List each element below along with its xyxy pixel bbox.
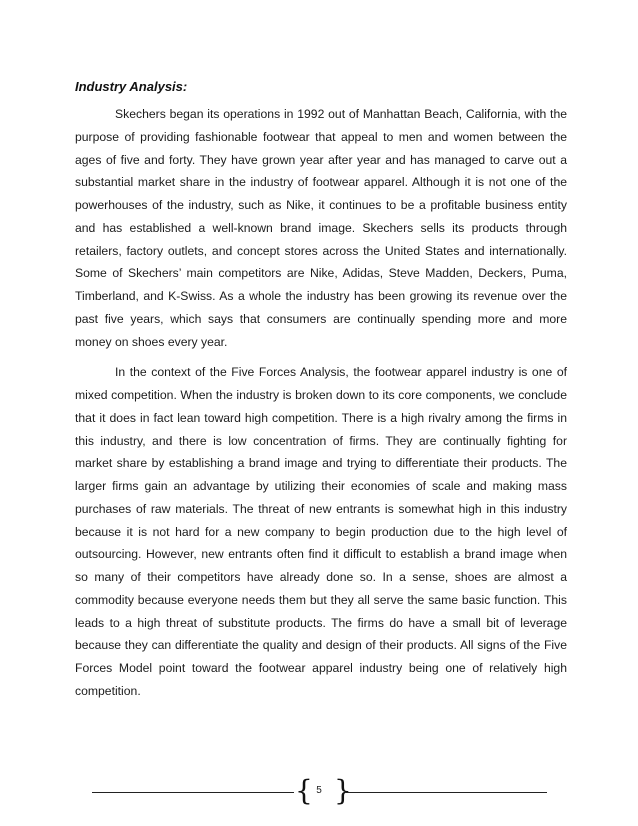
page-number: 5 <box>316 785 322 796</box>
page-footer <box>92 774 547 808</box>
paragraph-five-forces: In the context of the Five Forces Analysis, the footwear apparel industry is one of mixed competition. When the industry is broken down to its core components, we conclude that it does in fact lean toward high competition. There is a high rivalry among the firms in this industry, and there is low concentration of firms. They are continually fighting for market share by establishing a brand image and trying to differentiate their products. The larger firms gain an advantage by utilizing their economies of scale and making mass purchases of raw materials. The threat of new entrants is somewhat high in this industry because it is not hard for a new company to begin production due to the high level of outsourcing. However, new entrants often find it difficult to establish a brand image when so many of their competitors have already done so. In a sense, shoes are almost a commodity because everyone needs them but they all serve the same basic function. This leads to a high threat of substitute products. The firms do have a small bit of leverage because they can differentiate the quality and design of their products. All signs of the Five Forces Model point toward the footwear apparel industry being one of relatively high competition. <box>75 365 567 698</box>
left-brace-icon: { <box>295 774 313 807</box>
body-text <box>75 103 567 703</box>
footer-rule-right <box>346 792 547 793</box>
paragraph-company-overview: Skechers began its operations in 1992 out of Manhattan Beach, California, with the purpose of providing fashionable footwear that appeal to men and women between the ages of five and forty. They have grown year after year and has managed to carve out a substantial market share in the industry of footwear apparel. Although it is not one of the powerhouses of the industry, such as Nike, it continues to be a profitable business entity and has established a well-known brand image. Skechers sells its products through retailers, factory outlets, and concept stores across the United States and internationally. Some of Skechers’ main competitors are Nike, Adidas, Steve Madden, Deckers, Puma, Timberland, and K-Swiss. As a whole the industry has been growing its revenue over the past five years, which says that consumers are continually spending more and more money on shoes every year. <box>75 107 567 349</box>
footer-rule-left <box>92 792 294 793</box>
section-heading: Industry Analysis: <box>75 79 188 94</box>
right-brace-icon: } <box>334 774 352 807</box>
